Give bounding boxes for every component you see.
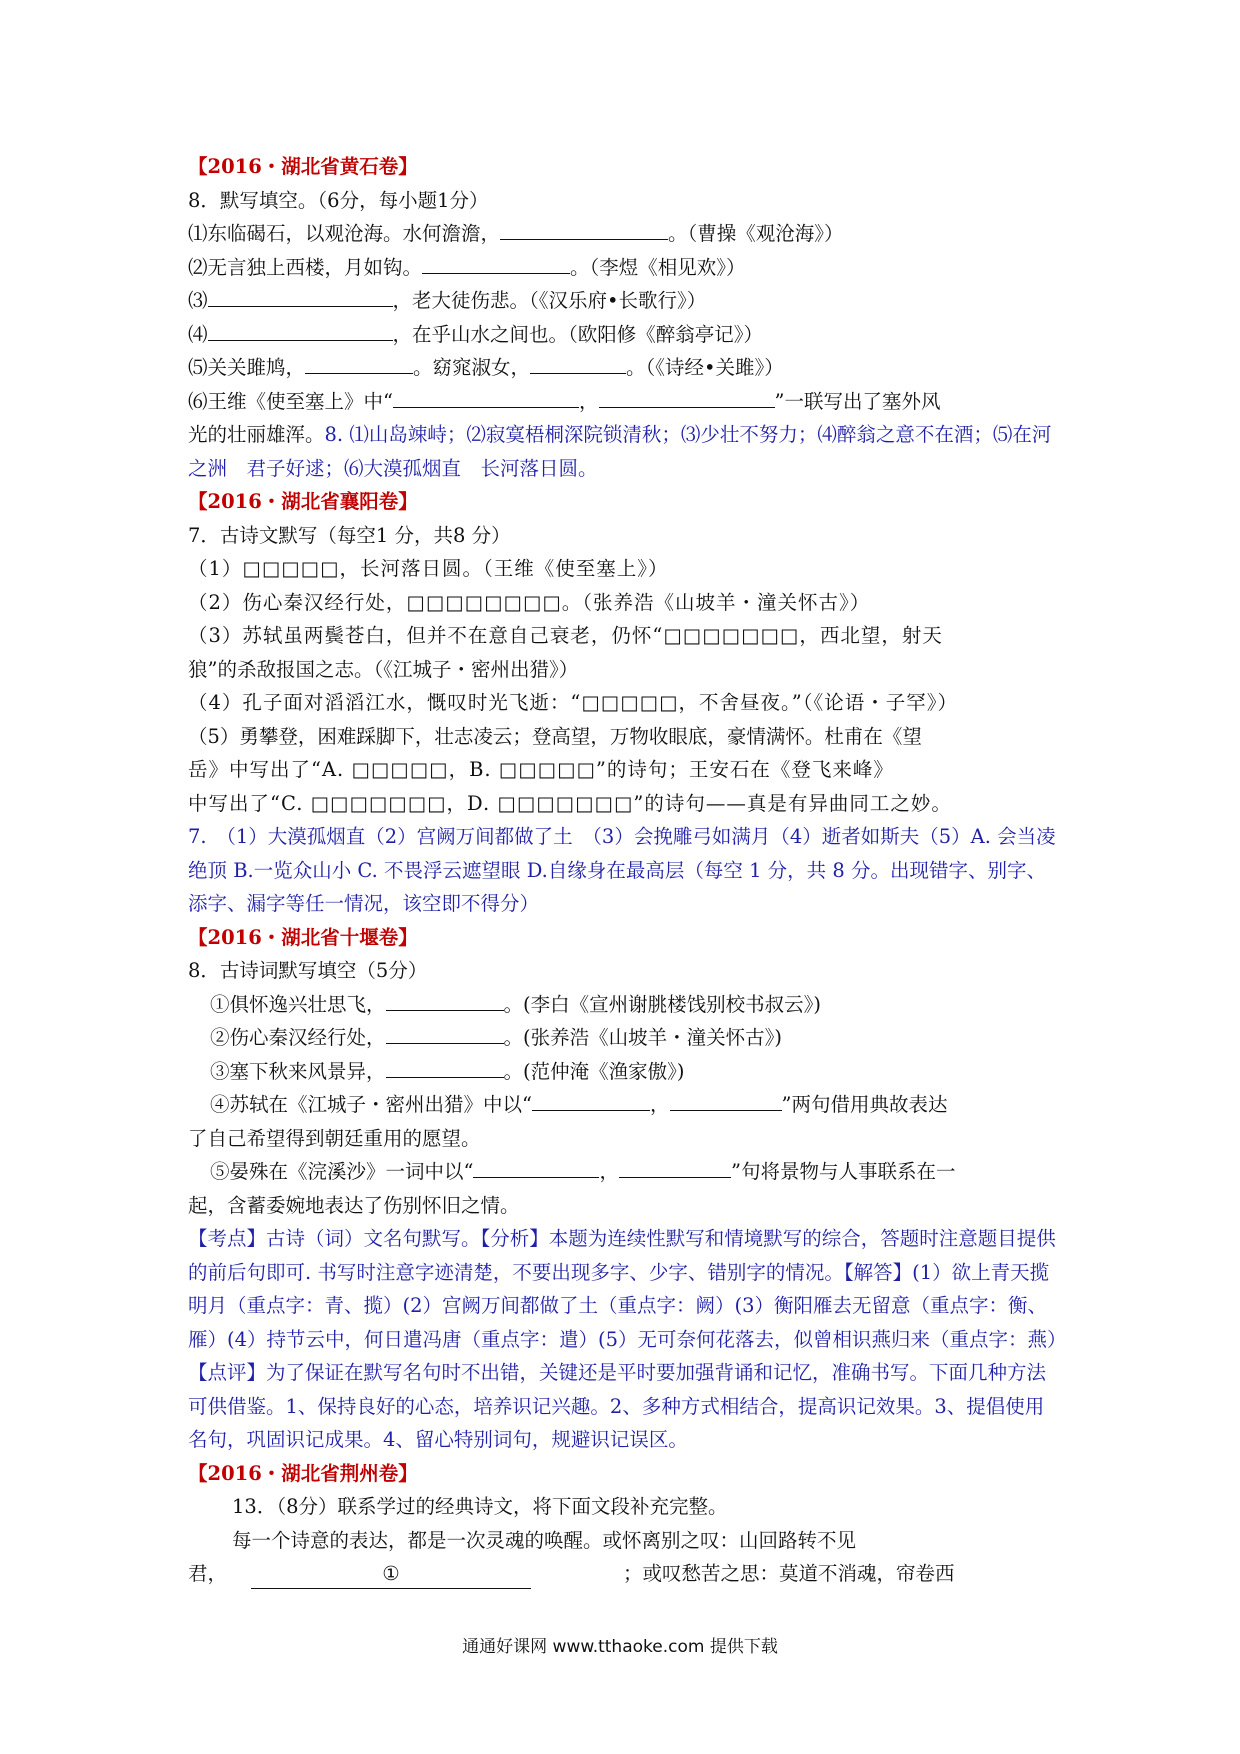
question-title: 7．古诗文默写（每空1 分，共8 分） [188, 523, 511, 547]
answer-blank [530, 355, 626, 374]
question-item-with-answer: 光的壮丽雄浑。8. ⑴山岛竦峙；⑵寂寞梧桐深院锁清秋；⑶少壮不努力；⑷醉翁之意不在酒；⑸在河之洲 君子好逑；⑹大漠孤烟直 长河落日圆。 [188, 423, 1052, 480]
question-title: 8．默写填空。（6分，每小题1分） [188, 188, 489, 212]
question-title: 13．（8分）联系学过的经典诗文，将下面文段补充完整。 [232, 1495, 728, 1518]
answer-blank [393, 389, 579, 408]
answer-blank [208, 322, 393, 341]
answer-blank [599, 389, 775, 408]
question-item: ⑤晏殊在《浣溪沙》一词中以“ ， ”句将景物与人事联系在一 [210, 1160, 956, 1183]
answer-blank [532, 1092, 650, 1111]
question-item: ⑹王维《使至塞上》中“ ， ”一联写出了塞外风 [188, 389, 941, 413]
question-item: （4）孔子面对滔滔江水，慨叹时光飞逝：“□□□□□，不舍昼夜。”（《论语・子罕》） [188, 691, 958, 714]
answer-blank [386, 1059, 504, 1078]
question-item: 中写出了“C. □□□□□□□，D. □□□□□□□”的诗句——真是有异曲同工之妙。 [188, 791, 952, 815]
answer-text: 7. （1）大漠孤烟直（2）宫阙万间都做了土 （3）会挽雕弓如满月（4）逝者如斯夫（5）A. 会当凌绝顶 B.一览众山小 C. 不畏浮云遮望眼 D.自缘身在最高层（每空 1 分，共 8 分。出现错字、别字、添字、漏字等任一情况，该空即不得分） [188, 825, 1056, 915]
question-item: ①俱怀逸兴壮思飞， 。(李白《宣州谢朓楼饯别校书叔云》) [210, 992, 821, 1016]
answer-blank: ① [251, 1560, 531, 1589]
question-item: 岳》中写出了“A. □□□□□，B. □□□□□”的诗句；王安石在《登飞来峰》 [188, 758, 894, 781]
question-item: （3）苏轼虽两鬓苍白，但并不在意自己衰老，仍怀“□□□□□□□，西北望，射天 [188, 624, 943, 647]
question-item: ⑶ ，老大徒伤悲。（《汉乐府•长歌行》） [188, 289, 707, 312]
question-item: （1）□□□□□，长河落日圆。（王维《使至塞上》） [188, 557, 669, 580]
answer-text: 【考点】古诗（词）文名句默写。【分析】本题为连续性默写和情境默写的综合，答题时注意题目提供的前后句即可. 书写时注意字迹清楚，不要出现多字、少字、错别字的情况。【解答】(1）欲上青天揽明月（重点字：青、揽）(2）宫阙万间都做了土（重点字：阙）(3）衡阳雁去无留意（重点字：衡、雁）(4）持节云中，何日遣冯唐（重点字：遣）(5）无可奈何花落去，似曾相识燕归来（重点字：燕）【点评】为了保证在默写名句时不出错，关键还是平时要加强背诵和记忆，准确书写。下面几种方法可供借鉴。1、保持良好的心态，培养识记兴趣。2、多种方式相结合，提高识记效果。3、提倡使用名句，巩固识记成果。4、留心特别词句，规避识记误区。 [188, 1227, 1057, 1451]
question-item: 狼”的杀敌报国之志。（《江城子・密州出猎》） [188, 657, 579, 681]
question-item: ②伤心秦汉经行处， 。(张养浩《山坡羊・潼关怀古》) [210, 1026, 782, 1049]
answer-blank [386, 992, 504, 1011]
section-header-xiangyang: 【2016・湖北省襄阳卷】 [188, 490, 418, 513]
question-item: （5）勇攀登，困难踩脚下，壮志凌云；登高望，万物收眼底，豪情满怀。杜甫在《望 [188, 724, 922, 748]
question-item: 了自己希望得到朝廷重用的愿望。 [188, 1126, 481, 1150]
section-header-shiyan: 【2016・湖北省十堰卷】 [188, 925, 418, 949]
answer-blank [619, 1159, 731, 1178]
question-item: ③塞下秋来风景异， 。(范仲淹《渔家傲》) [210, 1059, 685, 1083]
answer-text: 8. ⑴山岛竦峙；⑵寂寞梧桐深院锁清秋；⑶少壮不努力；⑷醉翁之意不在酒；⑸在河之洲 君子好逑；⑹大漠孤烟直 长河落日圆。 [188, 423, 1052, 480]
answer-blank [208, 288, 393, 307]
question-item: 君， ① ；或叹愁苦之思：莫道不消魂，帘卷西 [188, 1557, 1060, 1591]
page-footer: 通通好课网 www.tthaoke.com 提供下载 [462, 1637, 778, 1657]
question-item: ⑸关关雎鸠， 。窈窕淑女， 。（《诗经•关雎》） [188, 356, 784, 379]
answer-blank [670, 1092, 782, 1111]
document-body [188, 150, 1060, 1591]
question-item: ⑴东临碣石，以观沧海。水何澹澹， 。（曹操《观沧海》） [188, 222, 844, 245]
question-item: （2）伤心秦汉经行处，□□□□□□□□。（张养浩《山坡羊・潼关怀古》） [188, 590, 871, 614]
answer-blank [305, 355, 413, 374]
question-item: 每一个诗意的表达，都是一次灵魂的唤醒。或怀离别之叹：山回路转不见 [232, 1528, 857, 1552]
question-item: ⑵无言独上西楼，月如钩。 。（李煜《相见欢》） [188, 255, 746, 279]
section-header-huangshi: 【2016・湖北省黄石卷】 [188, 155, 418, 178]
section-header-jingzhou: 【2016・湖北省荆州卷】 [188, 1461, 418, 1485]
answer-blank [386, 1025, 504, 1044]
question-item: ④苏轼在《江城子・密州出猎》中以“ ， ”两句借用典故表达 [210, 1093, 948, 1116]
question-title: 8．古诗词默写填空（5分） [188, 959, 428, 982]
question-item: 起，含蓄委婉地表达了伤别怀旧之情。 [188, 1193, 520, 1217]
answer-blank [473, 1159, 599, 1178]
answer-blank [422, 255, 570, 274]
answer-blank [500, 221, 668, 240]
question-item: ⑷ ，在乎山水之间也。（欧阳修《醉翁亭记》） [188, 322, 764, 346]
